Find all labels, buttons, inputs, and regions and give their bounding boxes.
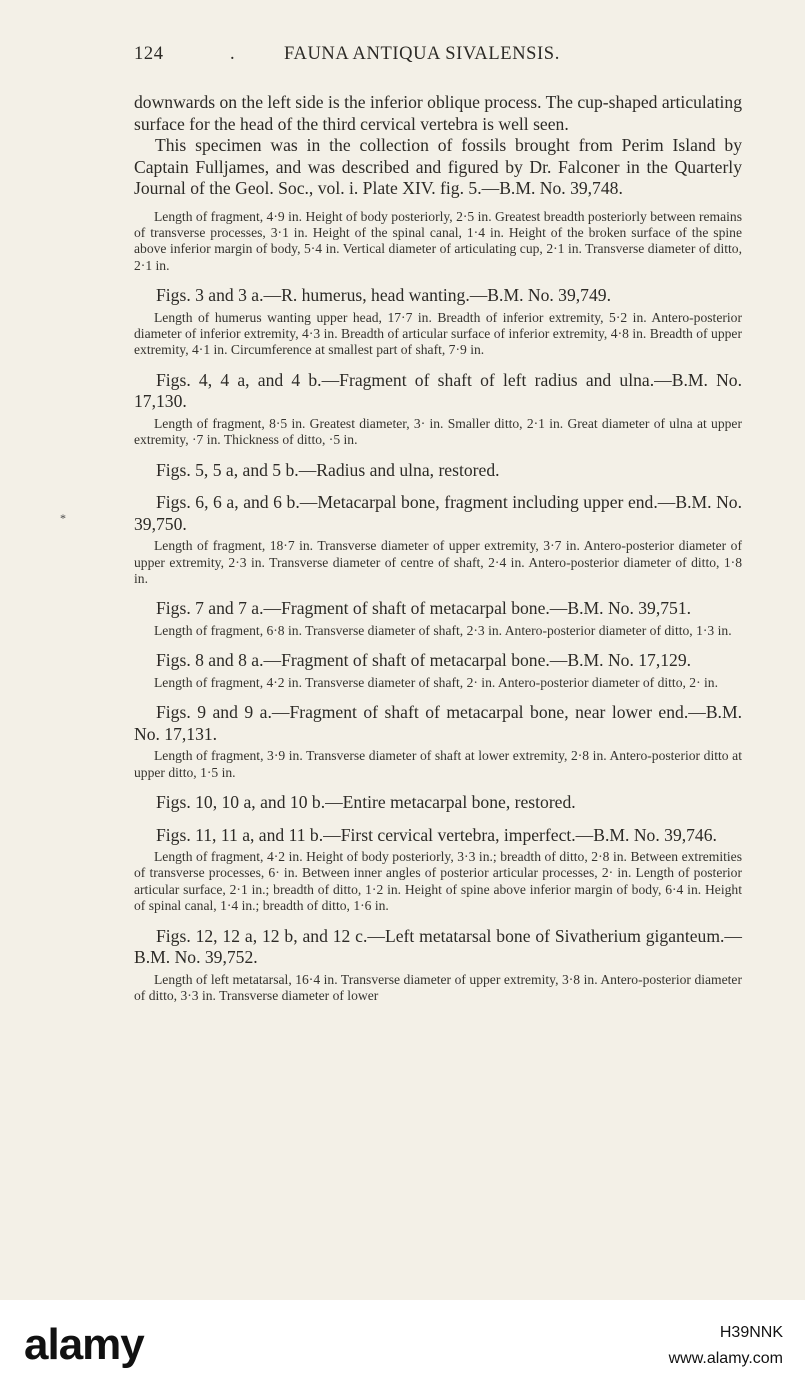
figure-caption: Figs. 9 and 9 a.—Fragment of shaft of metacarpal bone, near lower end.—B.M. No. 17,131.: [134, 702, 742, 744]
figure-caption: Figs. 12, 12 a, 12 b, and 12 c.—Left metatarsal bone of Sivatherium giganteum.—B.M. No. 39,752.: [134, 925, 742, 968]
page-body: [134, 92, 742, 1004]
site-url: www.alamy.com: [668, 1350, 783, 1367]
measurements-paragraph: Length of fragment, 6·8 in. Transverse diameter of shaft, 2·3 in. Antero-posterior diameter of ditto, 1·3 in.: [154, 622, 732, 638]
running-title: FAUNA ANTIQUA SIVALENSIS.: [284, 44, 560, 64]
measurements-paragraph: Length of humerus wanting upper head, 17·7 in. Breadth of inferior extremity, 5·2 in. Antero-posterior diameter of inferior extremity, 4·3 in. Breadth of articular surface of inferior extremity, 4·8 in. Breadth of upper extremity, 4·1 in. Circumference at smallest part of shaft, 7·9 in.: [134, 309, 742, 358]
measurements-paragraph: Length of fragment, 8·5 in. Greatest diameter, 3· in. Smaller ditto, 2·1 in. Great diameter of ulna at upper extremity, ·7 in. Thickness of ditto, ·5 in.: [134, 415, 742, 448]
measurements-paragraph: Length of left metatarsal, 16·4 in. Transverse diameter of upper extremity, 3·8 in. Antero-posterior diameter of ditto, 3·3 in. Transverse diameter of lower: [134, 971, 742, 1004]
measurements-paragraph: Length of fragment, 4·2 in. Height of body posteriorly, 3·3 in.; breadth of ditto, 2·8 in. Between extremities of transverse processes, 6· in. Between inner angles of posterior articular processes, 2· in. Length of posterior articular surface, 2·1 in.; breadth of ditto, 1·2 in. Height of spine above inferior margin of body, 6·4 in. Height of spinal canal, 1·4 in.; breadth of ditto, 1·6 in.: [134, 849, 742, 914]
measurements-paragraph: Length of fragment, 18·7 in. Transverse diameter of upper extremity, 3·7 in. Antero-posterior diameter of upper extremity, 2·3 in. Transverse diameter of centre of shaft, 2·4 in. Antero-posterior diameter of ditto, 1·8 in.: [134, 538, 742, 586]
page-number: 124: [134, 44, 164, 64]
margin-mark: *: [60, 511, 66, 525]
alamy-logo: alamy: [24, 1320, 144, 1369]
figure-caption: Figs. 5, 5 a, and 5 b.—Radius and ulna, restored.: [156, 459, 500, 480]
figure-caption: Figs. 10, 10 a, and 10 b.—Entire metacarpal bone, restored.: [156, 792, 576, 812]
figure-caption: Figs. 11, 11 a, and 11 b.—First cervical vertebra, imperfect.—B.M. No. 39,746.: [156, 824, 717, 845]
running-header: [134, 44, 744, 70]
measurements-paragraph: Length of fragment, 4·9 in. Height of body posteriorly, 2·5 in. Greatest breadth posteriorly between remains of transverse processes, 3·1 in. Height of the spinal canal, 1·4 in. Height of the broken surface of the spine above inferior margin of body, 5·4 in. Vertical diameter of articulating cup, 2·1 in. Transverse diameter of ditto, 2·1 in.: [134, 208, 742, 273]
measurements-paragraph: Length of fragment, 4·2 in. Transverse diameter of shaft, 2· in. Antero-posterior diameter of ditto, 2· in.: [154, 674, 719, 690]
image-code: H39NNK: [719, 1324, 783, 1341]
header-dot: .: [230, 44, 236, 64]
figure-caption: Figs. 8 and 8 a.—Fragment of shaft of metacarpal bone.—B.M. No. 17,129.: [156, 650, 692, 671]
figure-caption: Figs. 4, 4 a, and 4 b.—Fragment of shaft of left radius and ulna.—B.M. No. 17,130.: [134, 369, 742, 412]
paragraph-specimen-note: This specimen was in the collection of fossils brought from Perim Island by Captain Fulljames, and was described and figured by Dr. Falconer in the Quarterly Journal of the Geol. Soc., vol. i. Plate XIV. fig. 5.—B.M. No. 39,748.: [134, 135, 742, 198]
figure-caption: Figs. 7 and 7 a.—Fragment of shaft of metacarpal bone.—B.M. No. 39,751.: [156, 598, 692, 619]
paragraph-continuation: downwards on the left side is the inferior oblique process. The cup-shaped articulating surface for the head of the third cervical vertebra is well seen.: [134, 92, 742, 134]
figure-caption: Figs. 6, 6 a, and 6 b.—Metacarpal bone, fragment including upper end.—B.M. No. 39,750.: [134, 492, 742, 534]
measurements-paragraph: Length of fragment, 3·9 in. Transverse diameter of shaft at lower extremity, 2·8 in. Antero-posterior ditto at upper ditto, 1·5 in.: [134, 748, 742, 780]
figure-caption: Figs. 3 and 3 a.—R. humerus, head wanting.—B.M. No. 39,749.: [156, 285, 611, 306]
stock-footer: [0, 1300, 805, 1390]
